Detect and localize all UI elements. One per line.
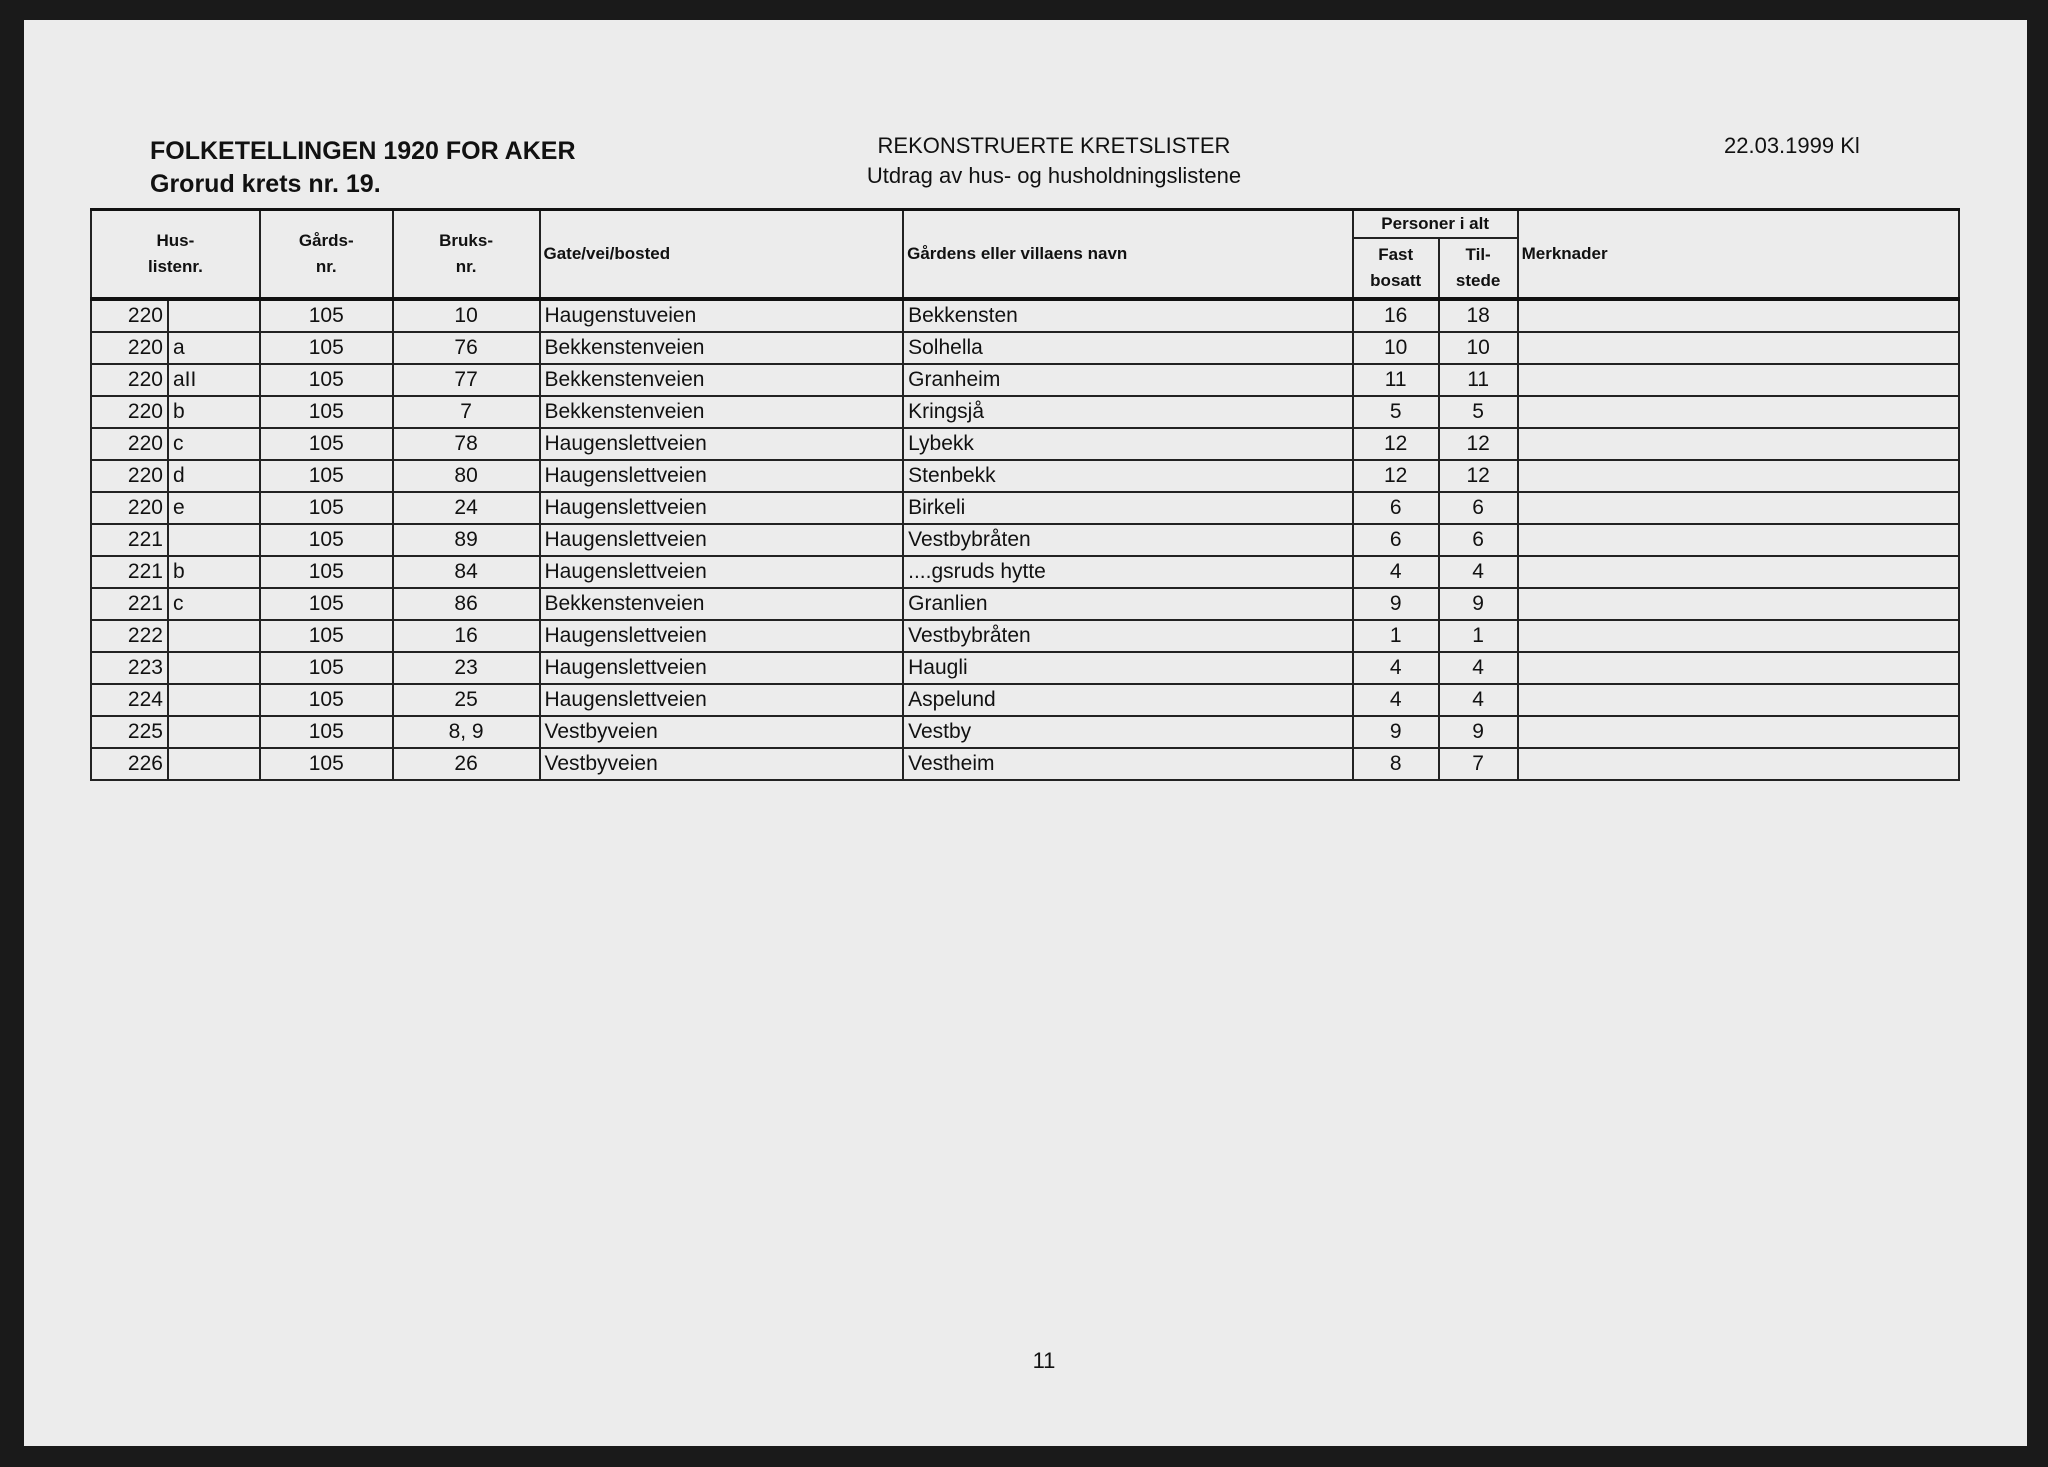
cell-merknad bbox=[1518, 299, 1959, 332]
cell-gate: Bekkenstenveien bbox=[540, 364, 904, 396]
cell-til: 7 bbox=[1439, 748, 1518, 780]
cell-gate: Haugenslettveien bbox=[540, 652, 904, 684]
cell-fast: 5 bbox=[1353, 396, 1439, 428]
cell-suffix bbox=[168, 299, 260, 332]
cell-suffix: c bbox=[168, 428, 260, 460]
cell-gards: 105 bbox=[260, 716, 393, 748]
cell-til: 5 bbox=[1439, 396, 1518, 428]
cell-gate: Haugenslettveien bbox=[540, 460, 904, 492]
cell-til: 12 bbox=[1439, 460, 1518, 492]
cell-gate: Bekkenstenveien bbox=[540, 332, 904, 364]
cell-navn: Kringsjå bbox=[903, 396, 1353, 428]
table-row bbox=[91, 299, 1959, 332]
cell-merknad bbox=[1518, 364, 1959, 396]
cell-merknad bbox=[1518, 524, 1959, 556]
cell-bruks: 76 bbox=[393, 332, 540, 364]
cell-fast: 16 bbox=[1353, 299, 1439, 332]
cell-gards: 105 bbox=[260, 652, 393, 684]
table-row bbox=[91, 556, 1959, 588]
cell-til: 9 bbox=[1439, 588, 1518, 620]
table-row bbox=[91, 364, 1959, 396]
cell-gate: Haugenslettveien bbox=[540, 524, 904, 556]
cell-fast: 6 bbox=[1353, 492, 1439, 524]
cell-navn: Haugli bbox=[903, 652, 1353, 684]
page-number: 11 bbox=[1032, 1348, 1056, 1373]
column-header-hus-line2: listenr. bbox=[148, 257, 203, 276]
cell-hus: 220 bbox=[91, 428, 168, 460]
cell-hus: 221 bbox=[91, 524, 168, 556]
cell-bruks: 25 bbox=[393, 684, 540, 716]
document-subtitle: Grorud krets nr. 19. bbox=[150, 170, 381, 198]
cell-til: 11 bbox=[1439, 364, 1518, 396]
column-header-fast-line2: bosatt bbox=[1370, 271, 1422, 290]
cell-bruks: 84 bbox=[393, 556, 540, 588]
cell-suffix bbox=[168, 716, 260, 748]
cell-til: 4 bbox=[1439, 556, 1518, 588]
cell-bruks: 8, 9 bbox=[393, 716, 540, 748]
column-header-gards bbox=[260, 210, 393, 300]
column-header-gards-line2: nr. bbox=[315, 257, 337, 276]
cell-fast: 12 bbox=[1353, 460, 1439, 492]
cell-hus: 220 bbox=[91, 364, 168, 396]
cell-hus: 220 bbox=[91, 299, 168, 332]
cell-til: 18 bbox=[1439, 299, 1518, 332]
cell-navn: Vestbybråten bbox=[903, 620, 1353, 652]
column-header-navn: Gårdens eller villaens navn bbox=[903, 210, 1353, 300]
table-row bbox=[91, 332, 1959, 364]
cell-hus: 224 bbox=[91, 684, 168, 716]
cell-bruks: 80 bbox=[393, 460, 540, 492]
column-header-hus-line1: Hus- bbox=[156, 231, 195, 250]
column-header-til-line1: Til- bbox=[1465, 245, 1491, 264]
cell-suffix: b bbox=[168, 396, 260, 428]
cell-til: 12 bbox=[1439, 428, 1518, 460]
center-subtitle: Utdrag av hus- og husholdningslistene bbox=[866, 163, 1242, 188]
column-header-bruks bbox=[393, 210, 540, 300]
cell-gate: Haugenslettveien bbox=[540, 620, 904, 652]
cell-suffix: e bbox=[168, 492, 260, 524]
cell-fast: 10 bbox=[1353, 332, 1439, 364]
cell-suffix bbox=[168, 748, 260, 780]
cell-suffix bbox=[168, 652, 260, 684]
cell-gate: Haugenslettveien bbox=[540, 556, 904, 588]
cell-merknad bbox=[1518, 332, 1959, 364]
document-sheet bbox=[24, 20, 2027, 1446]
cell-hus: 220 bbox=[91, 396, 168, 428]
cell-til: 4 bbox=[1439, 684, 1518, 716]
cell-gards: 105 bbox=[260, 396, 393, 428]
cell-merknad bbox=[1518, 492, 1959, 524]
cell-til: 4 bbox=[1439, 652, 1518, 684]
cell-navn: Stenbekk bbox=[903, 460, 1353, 492]
cell-gards: 105 bbox=[260, 299, 393, 332]
cell-hus: 220 bbox=[91, 332, 168, 364]
cell-fast: 9 bbox=[1353, 716, 1439, 748]
cell-merknad bbox=[1518, 588, 1959, 620]
cell-bruks: 7 bbox=[393, 396, 540, 428]
column-header-til-line2: stede bbox=[1455, 271, 1501, 290]
cell-til: 6 bbox=[1439, 524, 1518, 556]
cell-fast: 6 bbox=[1353, 524, 1439, 556]
cell-bruks: 26 bbox=[393, 748, 540, 780]
cell-bruks: 86 bbox=[393, 588, 540, 620]
cell-gards: 105 bbox=[260, 620, 393, 652]
cell-hus: 221 bbox=[91, 556, 168, 588]
cell-bruks: 23 bbox=[393, 652, 540, 684]
cell-suffix: aII bbox=[168, 364, 260, 396]
cell-suffix bbox=[168, 620, 260, 652]
column-header-gards-line1: Gårds- bbox=[298, 231, 354, 250]
cell-bruks: 16 bbox=[393, 620, 540, 652]
cell-navn: Vestby bbox=[903, 716, 1353, 748]
cell-til: 6 bbox=[1439, 492, 1518, 524]
cell-hus: 223 bbox=[91, 652, 168, 684]
cell-merknad bbox=[1518, 748, 1959, 780]
cell-fast: 1 bbox=[1353, 620, 1439, 652]
column-group-personer: Personer i alt bbox=[1353, 210, 1518, 239]
document-title-block bbox=[150, 135, 576, 201]
cell-bruks: 24 bbox=[393, 492, 540, 524]
cell-fast: 11 bbox=[1353, 364, 1439, 396]
cell-navn: Birkeli bbox=[903, 492, 1353, 524]
cell-gate: Haugenslettveien bbox=[540, 492, 904, 524]
cell-bruks: 78 bbox=[393, 428, 540, 460]
cell-gate: Haugenslettveien bbox=[540, 428, 904, 460]
cell-hus: 220 bbox=[91, 460, 168, 492]
cell-hus: 226 bbox=[91, 748, 168, 780]
cell-gards: 105 bbox=[260, 460, 393, 492]
cell-suffix bbox=[168, 684, 260, 716]
cell-bruks: 10 bbox=[393, 299, 540, 332]
cell-suffix bbox=[168, 524, 260, 556]
cell-suffix: b bbox=[168, 556, 260, 588]
cell-til: 10 bbox=[1439, 332, 1518, 364]
cell-fast: 4 bbox=[1353, 556, 1439, 588]
column-header-bruks-line1: Bruks- bbox=[439, 231, 494, 250]
document-title: FOLKETELLINGEN 1920 FOR AKER bbox=[150, 137, 576, 165]
cell-hus: 225 bbox=[91, 716, 168, 748]
cell-gate: Vestbyveien bbox=[540, 748, 904, 780]
cell-fast: 8 bbox=[1353, 748, 1439, 780]
cell-fast: 4 bbox=[1353, 652, 1439, 684]
cell-gate: Bekkenstenveien bbox=[540, 588, 904, 620]
cell-suffix: a bbox=[168, 332, 260, 364]
cell-navn: Granheim bbox=[903, 364, 1353, 396]
column-header-til bbox=[1439, 238, 1518, 299]
cell-merknad bbox=[1518, 460, 1959, 492]
cell-merknad bbox=[1518, 716, 1959, 748]
cell-navn: Bekkensten bbox=[903, 299, 1353, 332]
table-row bbox=[91, 748, 1959, 780]
cell-navn: Vestheim bbox=[903, 748, 1353, 780]
cell-navn: Lybekk bbox=[903, 428, 1353, 460]
cell-merknad bbox=[1518, 684, 1959, 716]
cell-bruks: 89 bbox=[393, 524, 540, 556]
table-row bbox=[91, 620, 1959, 652]
cell-navn: Vestbybråten bbox=[903, 524, 1353, 556]
cell-hus: 221 bbox=[91, 588, 168, 620]
column-header-bruks-line2: nr. bbox=[455, 257, 477, 276]
cell-gards: 105 bbox=[260, 684, 393, 716]
cell-suffix: c bbox=[168, 588, 260, 620]
cell-gards: 105 bbox=[260, 492, 393, 524]
census-table bbox=[90, 208, 1960, 781]
column-header-fast-line1: Fast bbox=[1378, 245, 1414, 264]
cell-gards: 105 bbox=[260, 524, 393, 556]
cell-gate: Bekkenstenveien bbox=[540, 396, 904, 428]
table-row bbox=[91, 716, 1959, 748]
center-title: REKONSTRUERTE KRETSLISTER bbox=[877, 133, 1231, 158]
cell-fast: 4 bbox=[1353, 684, 1439, 716]
column-header-hus bbox=[91, 210, 260, 300]
cell-gards: 105 bbox=[260, 428, 393, 460]
table-row bbox=[91, 588, 1959, 620]
cell-gate: Vestbyveien bbox=[540, 716, 904, 748]
table-row bbox=[91, 460, 1959, 492]
table-row bbox=[91, 524, 1959, 556]
cell-navn: Solhella bbox=[903, 332, 1353, 364]
cell-gate: Haugenstuveien bbox=[540, 299, 904, 332]
cell-fast: 12 bbox=[1353, 428, 1439, 460]
column-header-gate: Gate/vei/bosted bbox=[540, 210, 904, 300]
center-heading bbox=[824, 131, 1284, 191]
column-header-fast bbox=[1353, 238, 1439, 299]
cell-hus: 222 bbox=[91, 620, 168, 652]
table-row bbox=[91, 428, 1959, 460]
cell-merknad bbox=[1518, 556, 1959, 588]
cell-gards: 105 bbox=[260, 332, 393, 364]
cell-merknad bbox=[1518, 396, 1959, 428]
cell-gards: 105 bbox=[260, 748, 393, 780]
cell-gate: Haugenslettveien bbox=[540, 684, 904, 716]
cell-navn: Aspelund bbox=[903, 684, 1353, 716]
table-row bbox=[91, 652, 1959, 684]
cell-suffix: d bbox=[168, 460, 260, 492]
column-header-merknader: Merknader bbox=[1518, 210, 1959, 300]
document-date: 22.03.1999 Kl bbox=[1724, 133, 1860, 158]
cell-navn: ....gsruds hytte bbox=[903, 556, 1353, 588]
table-row bbox=[91, 684, 1959, 716]
cell-fast: 9 bbox=[1353, 588, 1439, 620]
table-row bbox=[91, 396, 1959, 428]
cell-gards: 105 bbox=[260, 556, 393, 588]
cell-merknad bbox=[1518, 428, 1959, 460]
cell-merknad bbox=[1518, 652, 1959, 684]
cell-til: 9 bbox=[1439, 716, 1518, 748]
table-row bbox=[91, 492, 1959, 524]
cell-bruks: 77 bbox=[393, 364, 540, 396]
cell-til: 1 bbox=[1439, 620, 1518, 652]
cell-merknad bbox=[1518, 620, 1959, 652]
cell-navn: Granlien bbox=[903, 588, 1353, 620]
cell-gards: 105 bbox=[260, 364, 393, 396]
cell-hus: 220 bbox=[91, 492, 168, 524]
cell-gards: 105 bbox=[260, 588, 393, 620]
census-table-body bbox=[91, 299, 1959, 780]
